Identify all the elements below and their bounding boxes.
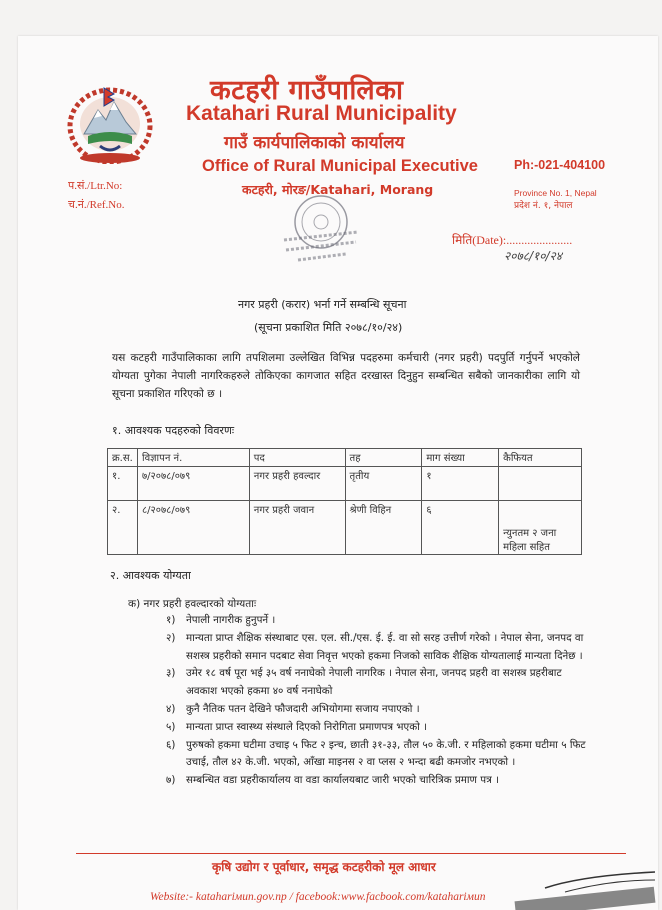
table-header-cell: कैफियत	[499, 449, 582, 467]
table-cell: १	[422, 467, 499, 501]
list-item	[166, 737, 590, 773]
municipality-name-nepali: कटहरी गाउँपालिका	[210, 75, 404, 106]
notice-title: नगर प्रहरी (करार) भर्ना गर्ने सम्बन्धि सूचना	[238, 298, 407, 311]
list-item-number: ५)	[166, 720, 176, 733]
letter-number-label: प.सं./Ltr.No:	[68, 180, 123, 192]
table-cell: नगर प्रहरी जवान	[249, 501, 345, 555]
table-header-cell: क्र.स.	[108, 449, 138, 467]
nepal-emblem-logo	[66, 84, 154, 164]
date-value: २०७८/१०/२४	[504, 249, 563, 263]
table-cell: ७/२०७८/०७९	[137, 467, 249, 501]
list-item-text: मान्यता प्राप्त स्वास्थ्य संस्थाले दिएको निरोगिता प्रमाणपत्र भएको ।	[186, 720, 427, 733]
table-cell: ८/२०७८/०७९	[137, 501, 249, 555]
province-english: Province No. 1, Nepal	[514, 188, 597, 198]
list-item-text: उमेर १८ वर्ष पूरा भई ३५ वर्ष ननाघेको नेपाली नागरिक । नेपाल सेना, जनपद प्रहरी वा सशस्त्र प्रहरीबाट अवकाश भएको हकमा ४० वर्ष ननाघेको	[186, 667, 562, 698]
footer-website-links: Website:- katahariмun.gov.np / facebook:www.facbook.com/katahariмun	[150, 891, 486, 903]
office-address: कटहरी, मोरङ/Katahari, Morang	[242, 182, 434, 197]
list-item	[166, 719, 590, 737]
table-cell: १.	[108, 467, 138, 501]
date-label: मिति(Date):......................	[452, 233, 573, 247]
list-item	[166, 612, 590, 630]
table-row	[108, 467, 582, 501]
list-item	[166, 772, 590, 790]
table-cell: न्युनतम २ जना महिला सहित	[499, 501, 582, 555]
positions-table	[107, 448, 582, 555]
table-header-cell: पद	[249, 449, 345, 467]
list-item-number: ३)	[166, 667, 176, 680]
office-name-english: Office of Rural Municipal Executive	[202, 157, 478, 175]
list-item-number: १)	[166, 614, 176, 626]
municipality-name-english: Katahari Rural Municipality	[186, 102, 457, 125]
corner-signature-stamp	[505, 870, 660, 910]
office-seal-stamp	[276, 186, 366, 272]
subsection-a-heading: क) नगर प्रहरी हवल्दारको योग्यताः	[128, 598, 257, 610]
list-item-text: नेपाली नागरीक हुनुपर्ने ।	[186, 614, 276, 626]
office-name-nepali: गाउँ कार्यपालिकाको कार्यालय	[224, 133, 405, 153]
list-item-number: ४)	[166, 702, 176, 715]
province-nepali: प्रदेश नं. १, नेपाल	[514, 201, 573, 211]
notice-intro-paragraph: यस कटहरी गाउँपालिकाका लागि तपशिलमा उल्लेखित विभिन्न पदहरुमा कर्मचारी (नगर प्रहरी) पदपुर्ति गर्नुपर्ने भएकोले योग्यता पुगेका नेपाली नागरिकहरुले तोकिएका कागजात सहित दरखास्त दिनुहुन सम्बन्धित सबैको जानकारीका लागि यो सूचना प्रकाशित गरिएको छ ।	[112, 352, 580, 400]
list-item-text: सम्बन्धित वडा प्रहरीकार्यालय वा वडा कार्यालयबाट जारी भएको चारित्रिक प्रमाण पत्र ।	[186, 774, 499, 787]
table-cell: २.	[108, 501, 138, 555]
table-header-cell: माग संख्या	[422, 449, 499, 467]
list-item-number: ६)	[166, 738, 176, 751]
footer-slogan: कृषि उद्योग र पूर्वाधार, समृद्ध कटहरीको मूल आधार	[212, 860, 436, 874]
table-cell: नगर प्रहरी हवल्दार	[249, 467, 345, 501]
table-header-row	[108, 449, 582, 467]
footer-divider	[76, 853, 626, 854]
table-cell	[499, 467, 582, 501]
table-header-cell: विज्ञापन नं.	[137, 449, 249, 467]
list-item	[166, 630, 590, 666]
table-row	[108, 501, 582, 555]
list-item	[166, 665, 590, 701]
list-item-text: मान्यता प्राप्त शैक्षिक संस्थाबाट एस. एल. सी./एस. ई. ई. वा सो सरह उत्तीर्ण गरेको । नेपाल सेना, जनपद वा सशस्त्र प्रहरीको समान पदबाट सेवा निवृत्त भएको हकमा निजको साविक शैक्षिक योग्यतालाई मान्यता दिनेछ ।	[186, 631, 584, 662]
list-item-number: ७)	[166, 774, 176, 787]
table-cell: ६	[422, 501, 499, 555]
list-item-number: २)	[166, 631, 176, 644]
reference-number-label: च.नं./Ref.No.	[68, 199, 125, 211]
section-1-heading: १. आवश्यक पदहरुको विवरणः	[112, 424, 235, 437]
list-item	[166, 701, 590, 719]
table-cell: तृतीय	[345, 467, 422, 501]
notice-subtitle: (सूचना प्रकाशित मिति २०७८/१०/२४)	[254, 321, 403, 334]
qualification-list	[166, 612, 590, 790]
list-item-text: पुरुषको हकमा घटीमा उचाइ ५ फिट २ इन्च, छाती ३१-३३, तौल ५० के.जी. र महिलाको हकमा घटीमा ५ फिट उचाई, तौल ४२ के.जी. भएको, आँखा माइनस २ वा प्लस २ भन्दा बढी कमजोर नभएको ।	[186, 738, 586, 769]
list-item-text: कुनै नैतिक पतन देखिने फौजदारी अभियोगमा सजाय नपाएको ।	[186, 702, 420, 715]
table-header-cell: तह	[345, 449, 422, 467]
table-cell: श्रेणी विहिन	[345, 501, 422, 555]
section-2-heading: २. आवश्यक योग्यता	[110, 569, 191, 582]
phone-number: Ph:-021-404100	[514, 158, 606, 172]
